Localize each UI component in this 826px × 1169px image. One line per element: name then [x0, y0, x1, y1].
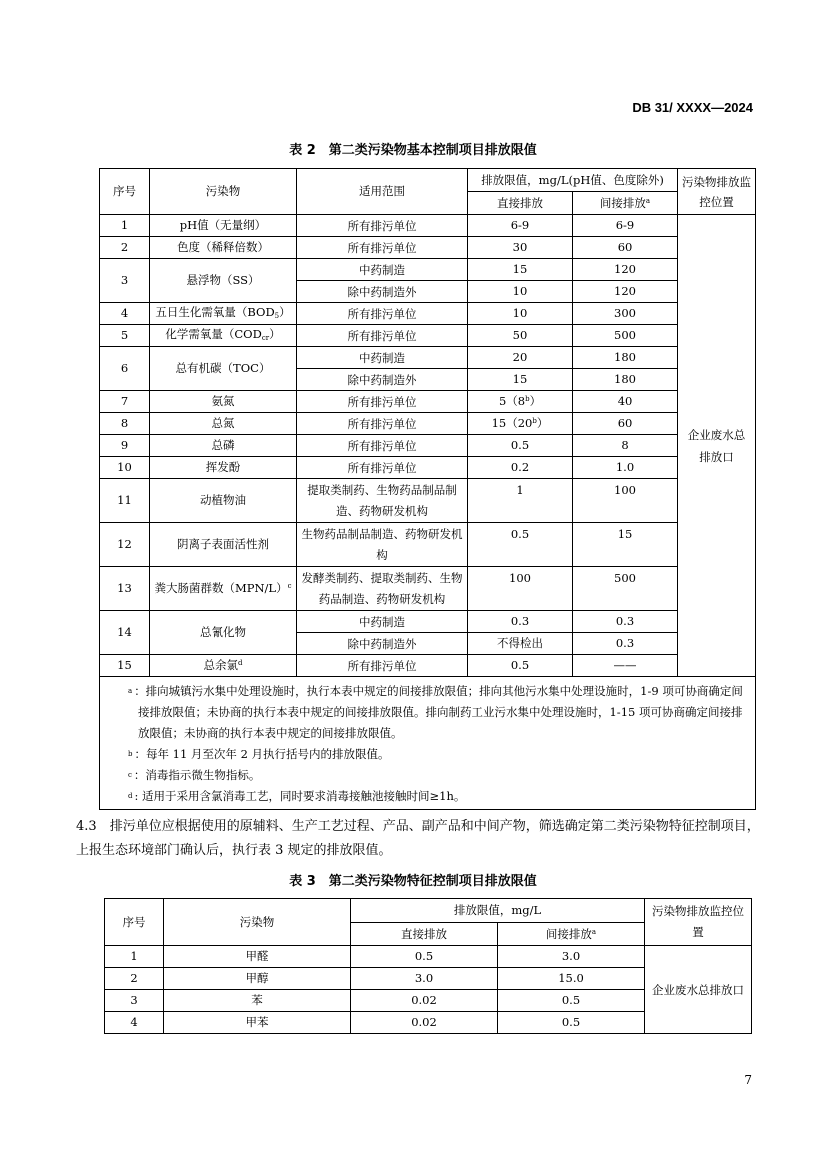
pollutant-name: 总有机碳（TOC）	[150, 347, 297, 391]
pollutant-name: 甲苯	[164, 1012, 351, 1034]
row-number: 4	[100, 303, 150, 325]
pollutant-name: 动植物油	[150, 479, 297, 523]
applicable-scope: 提取类制药、生物药品制品制造、药物研发机构	[297, 479, 468, 523]
row-number: 3	[100, 259, 150, 303]
table-2	[99, 168, 756, 810]
paragraph-4-3	[76, 815, 764, 863]
direct-limit: 10	[468, 303, 573, 325]
indirect-limit: ——	[573, 655, 678, 677]
table-row	[100, 391, 756, 413]
document-code: DB 31/ XXXX—2024	[632, 100, 753, 115]
pollutant-name: 总磷	[150, 435, 297, 457]
indirect-limit: 120	[573, 281, 678, 303]
row-number: 3	[105, 990, 164, 1012]
table-2-header-no: 序号	[100, 169, 150, 215]
indirect-limit: 1.0	[573, 457, 678, 479]
applicable-scope: 除中药制造外	[297, 369, 468, 391]
indirect-limit: 15	[573, 523, 678, 567]
table-row	[100, 523, 756, 567]
table-3	[104, 898, 752, 1034]
direct-limit: 15	[468, 259, 573, 281]
table-row	[100, 655, 756, 677]
note-text: ：每年 11 月至次年 2 月执行括号内的排放限值。	[134, 747, 390, 761]
direct-limit: 6-9	[468, 215, 573, 237]
row-number: 7	[100, 391, 150, 413]
table-note	[128, 681, 749, 744]
row-number: 1	[100, 215, 150, 237]
direct-limit: 3.0	[351, 968, 498, 990]
indirect-limit: 15.0	[498, 968, 645, 990]
applicable-scope: 除中药制造外	[297, 281, 468, 303]
table-2-header-scope: 适用范围	[297, 169, 468, 215]
note-text: : 适用于采用含氯消毒工艺，同时要求消毒接触池接触时间≥1h。	[134, 789, 466, 803]
pollutant-name: 氨氮	[150, 391, 297, 413]
pollutant-name: 阴离子表面活性剂	[150, 523, 297, 567]
direct-limit: 0.5	[468, 655, 573, 677]
direct-limit: 0.5	[468, 435, 573, 457]
monitoring-location: 企业废水总排放口	[678, 215, 756, 677]
row-number: 2	[100, 237, 150, 259]
indirect-limit: 3.0	[498, 946, 645, 968]
pollutant-name: 粪大肠菌群数$(MPN/L)^c$	[150, 567, 297, 611]
applicable-scope: 中药制造	[297, 611, 468, 633]
indirect-limit: 180	[573, 347, 678, 369]
table-row	[100, 435, 756, 457]
pollutant-name: 五日生化需氧量（BOD5）	[150, 303, 297, 325]
pollutant-name: 甲醇	[164, 968, 351, 990]
direct-limit: 0.2	[468, 457, 573, 479]
table-2-header-limit-group: 排放限值，mg/L(pH值、色度除外)	[468, 169, 678, 192]
indirect-limit: 500	[573, 567, 678, 611]
table-3-header-no: 序号	[105, 899, 164, 946]
table-3-header-direct: 直接排放	[351, 923, 498, 946]
row-number: 10	[100, 457, 150, 479]
row-number: 12	[100, 523, 150, 567]
applicable-scope: 所有排污单位	[297, 413, 468, 435]
table-2-notes	[100, 677, 756, 810]
note-mark: c	[128, 771, 132, 779]
indirect-limit: 0.3	[573, 633, 678, 655]
indirect-limit: 120	[573, 259, 678, 281]
table-2-header-pollutant: 污染物	[150, 169, 297, 215]
table-note	[128, 786, 749, 807]
applicable-scope: 生物药品制品制造、药物研发机构	[297, 523, 468, 567]
note-text: ：排向城镇污水集中处理设施时，执行本表中规定的间接排放限值；排向其他污水集中处理设施时，1-9 项可协商确定间接排放限值；未协商的执行本表中规定的间接排放限值。排向制药工业污水集中处理设施时，1-15 项可协商确定间接排放限值；未协商的执行本表中规定的间接排放限值。	[134, 684, 743, 740]
pollutant-name: 苯	[164, 990, 351, 1012]
row-number: 9	[100, 435, 150, 457]
direct-limit: 100	[468, 567, 573, 611]
table-row	[100, 215, 756, 237]
direct-limit: 1	[468, 479, 573, 523]
pollutant-name: 化学需氧量（CODcr）	[150, 325, 297, 347]
row-number: 15	[100, 655, 150, 677]
applicable-scope: 中药制造	[297, 347, 468, 369]
table-3-header-pollutant: 污染物	[164, 899, 351, 946]
table-3-header-indirect: 间接排放$^a$	[498, 923, 645, 946]
pollutant-name: 悬浮物（SS）	[150, 259, 297, 303]
page-number: 7	[744, 1073, 752, 1087]
pollutant-name: 总余氯$^d$	[150, 655, 297, 677]
table-row	[100, 237, 756, 259]
table-2-header-indirect: 间接排放$^a$	[573, 192, 678, 215]
indirect-limit: 40	[573, 391, 678, 413]
pollutant-name: 总氮	[150, 413, 297, 435]
indirect-limit: 500	[573, 325, 678, 347]
table-row	[100, 347, 756, 369]
direct-limit: 5（8$^b$）	[468, 391, 573, 413]
row-number: 6	[100, 347, 150, 391]
pollutant-name: pH值（无量纲）	[150, 215, 297, 237]
direct-limit: 0.5	[468, 523, 573, 567]
table-2-header-direct: 直接排放	[468, 192, 573, 215]
indirect-limit: 0.5	[498, 990, 645, 1012]
direct-limit: 15（20$^b$）	[468, 413, 573, 435]
indirect-limit: 6-9	[573, 215, 678, 237]
table-note	[128, 744, 749, 765]
pollutant-name: 甲醛	[164, 946, 351, 968]
indirect-limit: 180	[573, 369, 678, 391]
applicable-scope: 所有排污单位	[297, 237, 468, 259]
table-row	[100, 457, 756, 479]
table-row	[105, 946, 752, 968]
pollutant-name: 挥发酚	[150, 457, 297, 479]
applicable-scope: 中药制造	[297, 259, 468, 281]
table-row	[100, 259, 756, 281]
table-row	[100, 413, 756, 435]
paragraph-text: 排污单位应根据使用的原辅料、生产工艺过程、产品、副产品和中间产物，筛选确定第二类污染物特征控制项目，上报生态环境部门确认后，执行表 3 规定的排放限值。	[76, 819, 760, 858]
table-row	[100, 567, 756, 611]
direct-limit: 10	[468, 281, 573, 303]
row-number: 8	[100, 413, 150, 435]
note-text: ：消毒指示微生物指标。	[133, 768, 261, 782]
table-3-header-location: 污染物排放监控位置	[645, 899, 752, 946]
direct-limit: 50	[468, 325, 573, 347]
indirect-limit: 300	[573, 303, 678, 325]
indirect-limit: 60	[573, 237, 678, 259]
table-row	[100, 325, 756, 347]
indirect-limit: 60	[573, 413, 678, 435]
indirect-limit: 8	[573, 435, 678, 457]
indirect-limit: 100	[573, 479, 678, 523]
table-note	[128, 765, 749, 786]
direct-limit: 30	[468, 237, 573, 259]
row-number: 2	[105, 968, 164, 990]
applicable-scope: 所有排污单位	[297, 435, 468, 457]
row-number: 13	[100, 567, 150, 611]
direct-limit: 20	[468, 347, 573, 369]
table-3-caption: 表 3 第二类污染物特征控制项目排放限值	[289, 874, 537, 889]
table-2-header-location: 污染物排放监控位置	[678, 169, 756, 215]
note-mark: b	[128, 750, 133, 758]
paragraph-number: 4.3	[76, 819, 97, 834]
applicable-scope: 发酵类制药、提取类制药、生物药品制造、药物研发机构	[297, 567, 468, 611]
direct-limit: 0.3	[468, 611, 573, 633]
direct-limit: 不得检出	[468, 633, 573, 655]
row-number: 14	[100, 611, 150, 655]
row-number: 5	[100, 325, 150, 347]
table-row	[100, 479, 756, 523]
table-row	[100, 611, 756, 633]
direct-limit: 0.02	[351, 1012, 498, 1034]
direct-limit: 15	[468, 369, 573, 391]
indirect-limit: 0.3	[573, 611, 678, 633]
applicable-scope: 除中药制造外	[297, 633, 468, 655]
table-2-caption: 表 2 第二类污染物基本控制项目排放限值	[289, 143, 537, 158]
direct-limit: 0.5	[351, 946, 498, 968]
monitoring-location: 企业废水总排放口	[645, 946, 752, 1034]
indirect-limit: 0.5	[498, 1012, 645, 1034]
table-row	[100, 303, 756, 325]
applicable-scope: 所有排污单位	[297, 655, 468, 677]
row-number: 11	[100, 479, 150, 523]
row-number: 1	[105, 946, 164, 968]
direct-limit: 0.02	[351, 990, 498, 1012]
applicable-scope: 所有排污单位	[297, 391, 468, 413]
note-mark: d	[128, 792, 133, 800]
pollutant-name: 总氰化物	[150, 611, 297, 655]
table-2-body	[100, 215, 756, 677]
applicable-scope: 所有排污单位	[297, 215, 468, 237]
table-3-header-limit-group: 排放限值，mg/L	[351, 899, 645, 923]
note-mark: a	[128, 687, 133, 695]
row-number: 4	[105, 1012, 164, 1034]
applicable-scope: 所有排污单位	[297, 457, 468, 479]
table-3-body	[105, 946, 752, 1034]
applicable-scope: 所有排污单位	[297, 325, 468, 347]
pollutant-name: 色度（稀释倍数）	[150, 237, 297, 259]
applicable-scope: 所有排污单位	[297, 303, 468, 325]
